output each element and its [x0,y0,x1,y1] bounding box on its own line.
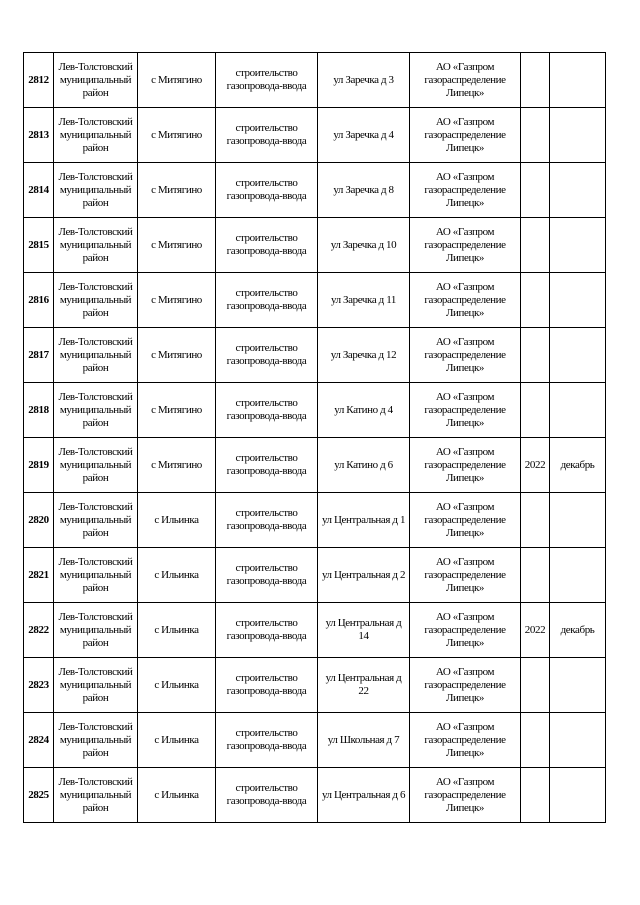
work-type-cell: строительство газопровода-ввода [216,383,318,438]
organization-cell: АО «Газпром газораспределение Липецк» [410,328,521,383]
district-cell: Лев-Толстовский муниципальный район [54,768,138,823]
work-type-cell: строительство газопровода-ввода [216,603,318,658]
organization-cell: АО «Газпром газораспределение Липецк» [410,163,521,218]
district-cell: Лев-Толстовский муниципальный район [54,658,138,713]
row-number-cell: 2813 [24,108,54,163]
organization-cell: АО «Газпром газораспределение Липецк» [410,273,521,328]
district-cell: Лев-Толстовский муниципальный район [54,273,138,328]
district-cell: Лев-Толстовский муниципальный район [54,438,138,493]
month-cell [550,768,606,823]
row-number-cell: 2817 [24,328,54,383]
table-row [24,328,606,383]
address-cell: ул Центральная д 6 [318,768,410,823]
year-cell [521,108,550,163]
work-type-cell: строительство газопровода-ввода [216,438,318,493]
year-cell [521,658,550,713]
village-cell: с Ильинка [138,713,216,768]
table-row [24,383,606,438]
organization-cell: АО «Газпром газораспределение Липецк» [410,108,521,163]
address-cell: ул Катино д 6 [318,438,410,493]
year-cell [521,163,550,218]
village-cell: с Ильинка [138,603,216,658]
row-number-cell: 2820 [24,493,54,548]
village-cell: с Митягино [138,383,216,438]
work-type-cell: строительство газопровода-ввода [216,768,318,823]
address-cell: ул Заречка д 12 [318,328,410,383]
address-cell: ул Школьная д 7 [318,713,410,768]
village-cell: с Митягино [138,53,216,108]
organization-cell: АО «Газпром газораспределение Липецк» [410,383,521,438]
village-cell: с Митягино [138,273,216,328]
village-cell: с Митягино [138,163,216,218]
village-cell: с Митягино [138,328,216,383]
table-row [24,658,606,713]
village-cell: с Митягино [138,108,216,163]
table-row [24,108,606,163]
row-number-cell: 2814 [24,163,54,218]
month-cell [550,218,606,273]
month-cell [550,493,606,548]
organization-cell: АО «Газпром газораспределение Липецк» [410,768,521,823]
year-cell [521,328,550,383]
year-cell: 2022 [521,438,550,493]
village-cell: с Ильинка [138,493,216,548]
address-cell: ул Центральная д 22 [318,658,410,713]
village-cell: с Ильинка [138,768,216,823]
row-number-cell: 2812 [24,53,54,108]
organization-cell: АО «Газпром газораспределение Липецк» [410,548,521,603]
village-cell: с Ильинка [138,658,216,713]
work-type-cell: строительство газопровода-ввода [216,548,318,603]
table-row [24,713,606,768]
district-cell: Лев-Толстовский муниципальный район [54,163,138,218]
table-row [24,53,606,108]
organization-cell: АО «Газпром газораспределение Липецк» [410,658,521,713]
table-row [24,493,606,548]
address-cell: ул Центральная д 1 [318,493,410,548]
month-cell [550,713,606,768]
row-number-cell: 2815 [24,218,54,273]
address-cell: ул Заречка д 10 [318,218,410,273]
row-number-cell: 2824 [24,713,54,768]
district-cell: Лев-Толстовский муниципальный район [54,603,138,658]
table-row [24,438,606,493]
village-cell: с Ильинка [138,548,216,603]
work-type-cell: строительство газопровода-ввода [216,658,318,713]
address-cell: ул Заречка д 8 [318,163,410,218]
organization-cell: АО «Газпром газораспределение Липецк» [410,438,521,493]
organization-cell: АО «Газпром газораспределение Липецк» [410,493,521,548]
district-cell: Лев-Толстовский муниципальный район [54,218,138,273]
district-cell: Лев-Толстовский муниципальный район [54,328,138,383]
year-cell [521,493,550,548]
gas-connection-table [23,52,606,823]
year-cell [521,273,550,328]
work-type-cell: строительство газопровода-ввода [216,163,318,218]
table-row [24,163,606,218]
table-row [24,603,606,658]
village-cell: с Митягино [138,218,216,273]
work-type-cell: строительство газопровода-ввода [216,53,318,108]
year-cell [521,768,550,823]
year-cell [521,53,550,108]
table-row [24,218,606,273]
work-type-cell: строительство газопровода-ввода [216,713,318,768]
work-type-cell: строительство газопровода-ввода [216,273,318,328]
organization-cell: АО «Газпром газораспределение Липецк» [410,218,521,273]
address-cell: ул Центральная д 14 [318,603,410,658]
district-cell: Лев-Толстовский муниципальный район [54,713,138,768]
row-number-cell: 2816 [24,273,54,328]
year-cell [521,218,550,273]
month-cell [550,383,606,438]
address-cell: ул Заречка д 3 [318,53,410,108]
address-cell: ул Катино д 4 [318,383,410,438]
month-cell [550,658,606,713]
address-cell: ул Заречка д 11 [318,273,410,328]
row-number-cell: 2822 [24,603,54,658]
work-type-cell: строительство газопровода-ввода [216,218,318,273]
organization-cell: АО «Газпром газораспределение Липецк» [410,53,521,108]
year-cell: 2022 [521,603,550,658]
district-cell: Лев-Толстовский муниципальный район [54,493,138,548]
month-cell [550,548,606,603]
row-number-cell: 2821 [24,548,54,603]
district-cell: Лев-Толстовский муниципальный район [54,108,138,163]
table-row [24,768,606,823]
row-number-cell: 2825 [24,768,54,823]
row-number-cell: 2823 [24,658,54,713]
year-cell [521,383,550,438]
work-type-cell: строительство газопровода-ввода [216,328,318,383]
work-type-cell: строительство газопровода-ввода [216,108,318,163]
district-cell: Лев-Толстовский муниципальный район [54,548,138,603]
work-type-cell: строительство газопровода-ввода [216,493,318,548]
table-row [24,548,606,603]
month-cell: декабрь [550,438,606,493]
address-cell: ул Заречка д 4 [318,108,410,163]
month-cell: декабрь [550,603,606,658]
month-cell [550,108,606,163]
address-cell: ул Центральная д 2 [318,548,410,603]
month-cell [550,273,606,328]
organization-cell: АО «Газпром газораспределение Липецк» [410,713,521,768]
month-cell [550,163,606,218]
month-cell [550,328,606,383]
row-number-cell: 2819 [24,438,54,493]
organization-cell: АО «Газпром газораспределение Липецк» [410,603,521,658]
row-number-cell: 2818 [24,383,54,438]
district-cell: Лев-Толстовский муниципальный район [54,53,138,108]
month-cell [550,53,606,108]
year-cell [521,713,550,768]
table-row [24,273,606,328]
year-cell [521,548,550,603]
village-cell: с Митягино [138,438,216,493]
district-cell: Лев-Толстовский муниципальный район [54,383,138,438]
